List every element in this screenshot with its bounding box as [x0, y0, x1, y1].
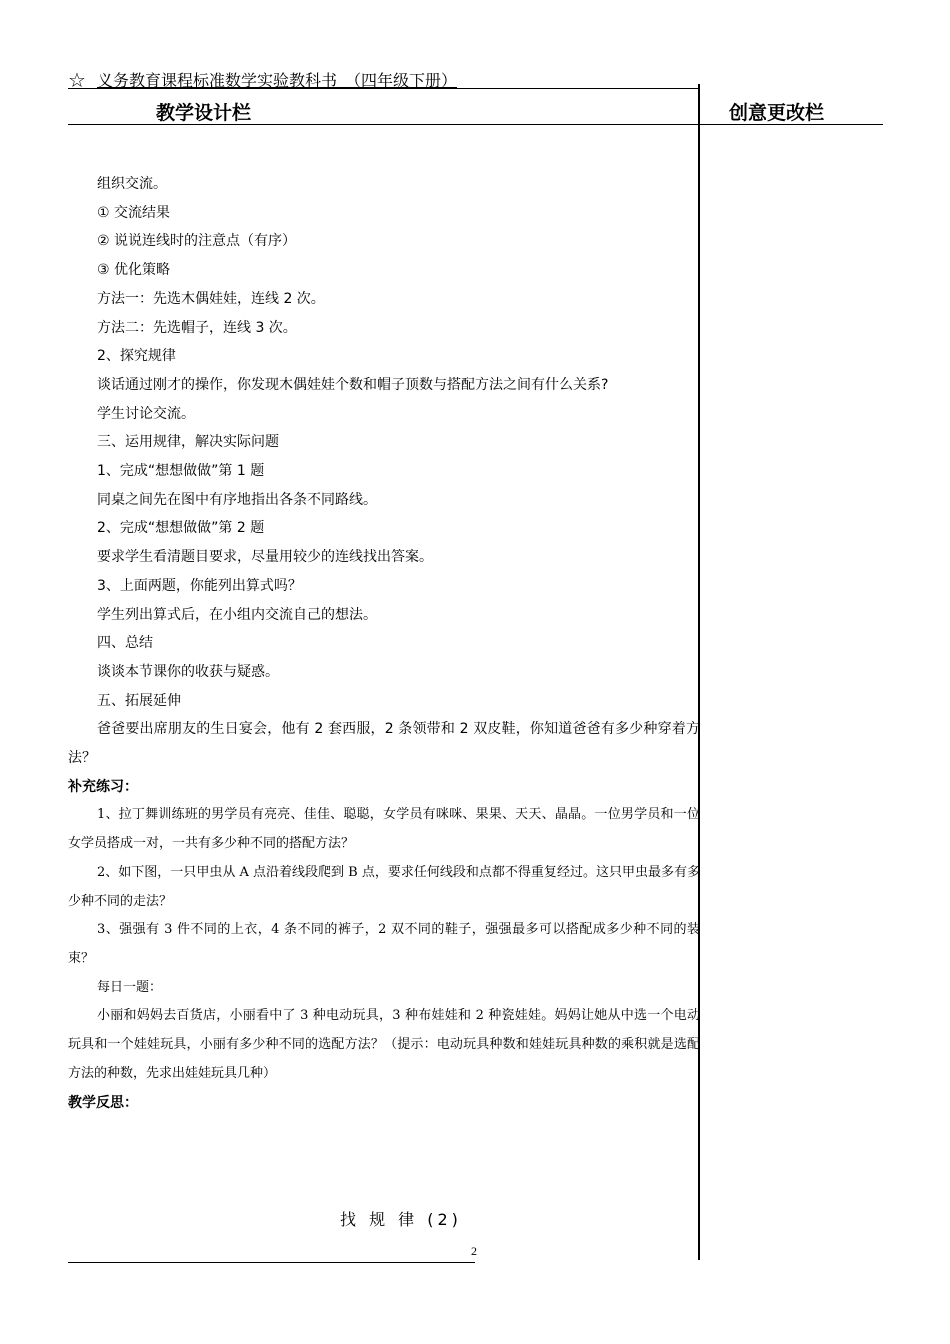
text-line: 五、拓展延伸 [97, 692, 181, 709]
text-line: 方法一：先选木偶娃娃，连线 2 次。 [97, 290, 325, 307]
text-line: 2、完成“想想做做”第 2 题 [97, 520, 265, 537]
text-line: ② 说说连线时的注意点（有序） [97, 233, 297, 250]
right-column-heading: 创意更改栏 [729, 102, 825, 124]
text-line: 学生讨论交流。 [97, 405, 195, 422]
page-number: 2 [471, 1244, 477, 1258]
text-line: 方法二：先选帽子，连线 3 次。 [97, 319, 297, 336]
lesson-body [68, 170, 700, 1117]
exercise-2: 2、如下图，一只甲虫从 A 点沿着线段爬到 B 点，要求任何线段和点都不得重复经过。这只甲虫最多有多少种不同的走法？ [68, 864, 700, 909]
book-title: 义务教育课程标准数学实验教科书 （四年级下册） [97, 71, 458, 90]
text-line: ③ 优化策略 [97, 262, 171, 279]
text-line: 1、完成“想想做做”第 1 题 [97, 463, 265, 480]
text-line: 学生列出算式后，在小组内交流自己的想法。 [97, 606, 377, 623]
text-line: 谈话通过刚才的操作，你发现木偶娃娃个数和帽子顶数与搭配方法之间有什么关系? [97, 376, 609, 393]
text-line: 3、上面两题，你能列出算式吗？ [97, 577, 302, 594]
text-line: 要求学生看清题目要求，尽量用较少的连线找出答案。 [97, 549, 433, 566]
text-line: 2、探究规律 [97, 348, 176, 365]
column-heading-rule [68, 124, 883, 125]
next-lesson-title: 找 规 律 (2) [340, 1210, 462, 1229]
text-line: ① 交流结果 [97, 204, 171, 221]
supplementary-heading: 补充练习： [68, 778, 138, 795]
exercise-1: 1、拉丁舞训练班的男学员有亮亮、佳佳、聪聪，女学员有咪咪、果果、天天、晶晶。一位男学员和一位女学员搭成一对，一共有多少种不同的搭配方法？ [68, 807, 700, 852]
text-line: 谈谈本节课你的收获与疑惑。 [97, 663, 279, 680]
daily-problem: 小丽和妈妈去百货店，小丽看中了 3 种电动玩具，3 种布娃娃和 2 种瓷娃娃。妈妈让她从中选一个电动玩具和一个娃娃玩具，小丽有多少种不同的选配方法？（提示：电动玩具种数和娃娃玩具种数的乘积就是选配方法的种数，先求出娃娃玩具几种） [68, 1008, 700, 1081]
reflection-heading: 教学反思： [68, 1094, 138, 1111]
text-line: 组织交流。 [97, 176, 167, 192]
text-line: 四、总结 [97, 635, 153, 652]
text-line: 同桌之间先在图中有序地指出各条不同路线。 [97, 491, 377, 508]
exercise-3: 3、强强有 3 件不同的上衣，4 条不同的裤子，2 双不同的鞋子，强强最多可以搭配成多少种不同的装束？ [68, 922, 700, 966]
text-paragraph: 爸爸要出席朋友的生日宴会，他有 2 套西服，2 条领带和 2 双皮鞋，你知道爸爸有多少种穿着方法？ [68, 721, 700, 767]
header-rule [68, 88, 700, 89]
left-column-heading: 教学设计栏 [156, 102, 252, 124]
daily-heading: 每日一题： [97, 979, 163, 995]
footer-rule [68, 1262, 475, 1263]
text-line: 三、运用规律，解决实际问题 [97, 434, 279, 451]
star-icon: ☆ [68, 68, 86, 92]
